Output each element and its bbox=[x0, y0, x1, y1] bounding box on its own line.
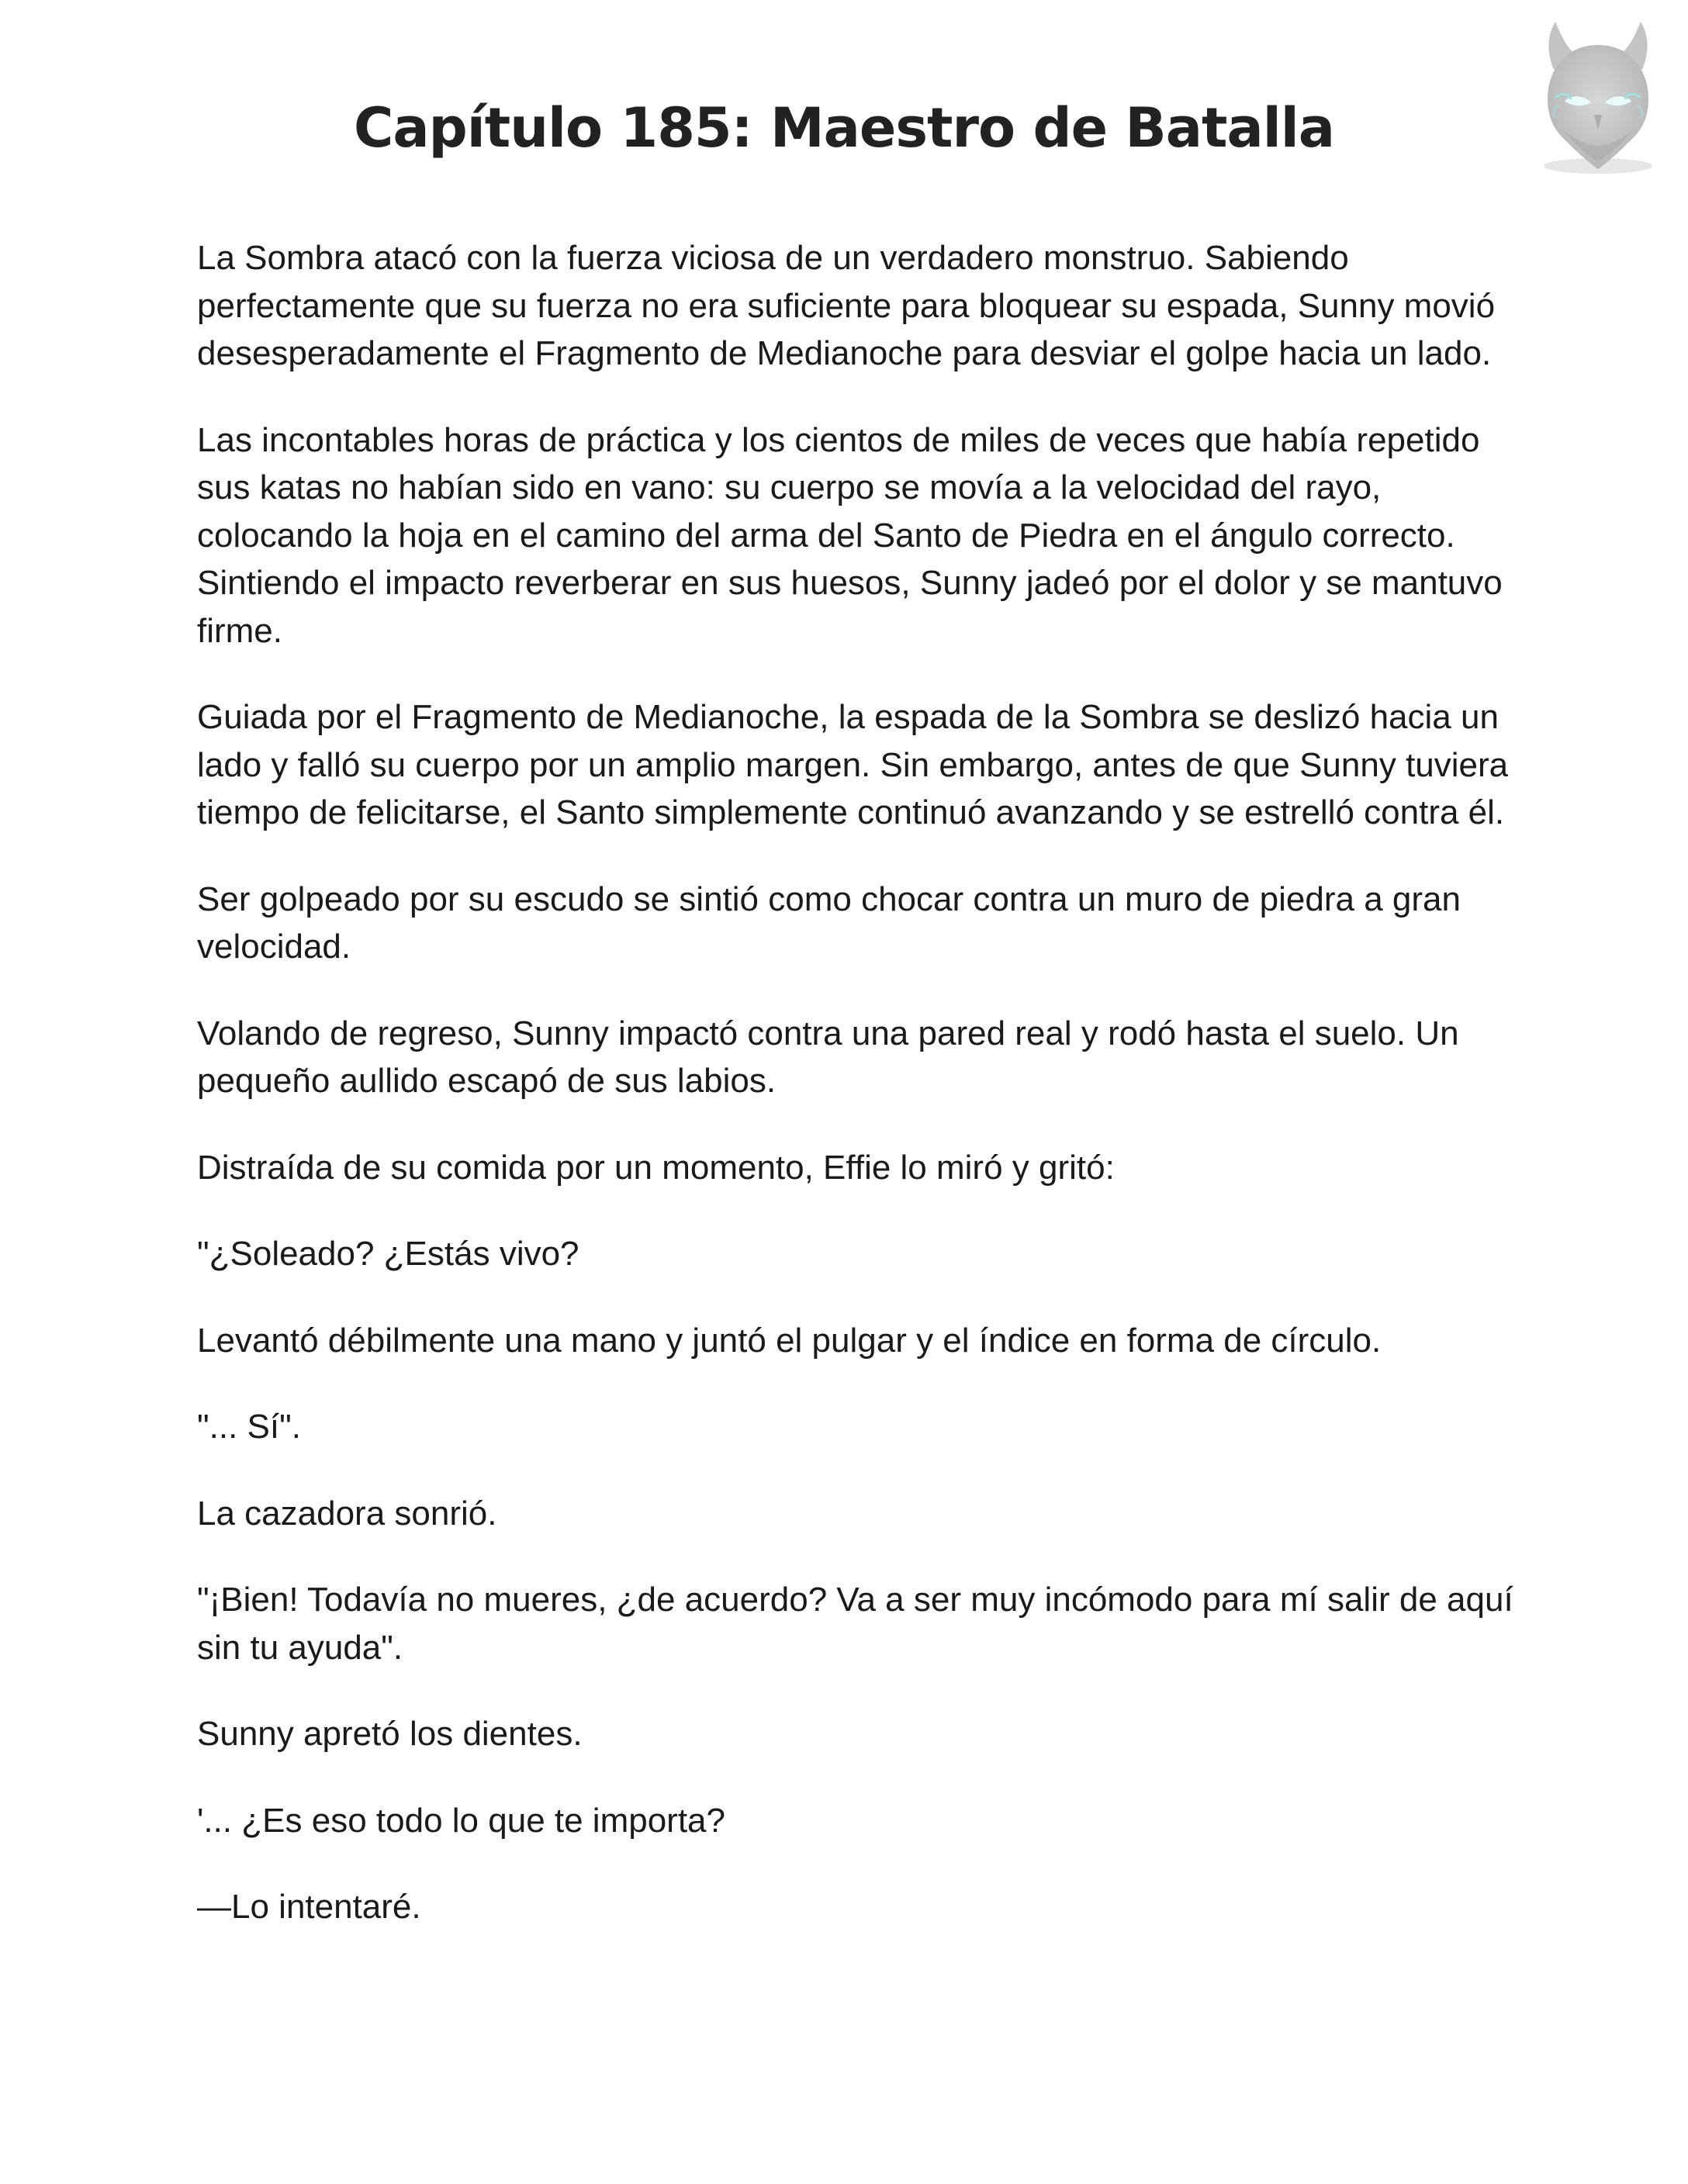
paragraph: Guiada por el Fragmento de Medianoche, la espada de la Sombra se deslizó hacia un lado y falló su cuerpo por un amplio margen. Sin embargo, antes de que Sunny tuviera tiempo de felicitarse, el Santo simplemente continuó avanzando y se estrelló contra él. bbox=[197, 698, 1509, 831]
paragraph: "¿Soleado? ¿Estás vivo? bbox=[197, 1235, 579, 1273]
paragraph: —Lo intentaré. bbox=[197, 1888, 421, 1926]
paragraph: Levantó débilmente una mano y juntó el pulgar y el índice en forma de círculo. bbox=[197, 1321, 1382, 1360]
chapter-body bbox=[197, 234, 1516, 1970]
paragraph: Sunny apretó los dientes. bbox=[197, 1715, 583, 1753]
chapter-title: Capítulo 185: Maestro de Batalla bbox=[354, 95, 1334, 160]
paragraph: "¡Bien! Todavía no mueres, ¿de acuerdo? Va a ser muy incómodo para mí salir de aquí sin tu ayuda". bbox=[197, 1581, 1513, 1667]
paragraph: '... ¿Es eso todo lo que te importa? bbox=[197, 1801, 725, 1840]
paragraph: Ser golpeado por su escudo se sintió como chocar contra un muro de piedra a gran velocidad. bbox=[197, 879, 1461, 966]
paragraph: "... Sí". bbox=[197, 1408, 301, 1446]
paragraph: La Sombra atacó con la fuerza viciosa de un verdadero monstruo. Sabiendo perfectamente que su fuerza no era suficiente para bloquear su espada, Sunny movió desesperadamente el Fragmento de Medianoche para desviar el golpe hacia un lado. bbox=[197, 239, 1496, 372]
paragraph: Volando de regreso, Sunny impactó contra una pared real y rodó hasta el suelo. Un pequeño aullido escapó de sus labios. bbox=[197, 1014, 1459, 1100]
paragraph: Distraída de su comida por un momento, Effie lo miró y gritó: bbox=[197, 1148, 1115, 1187]
paragraph: Las incontables horas de práctica y los cientos de miles de veces que había repetido sus katas no habían sido en vano: su cuerpo se movía a la velocidad del rayo, colocando la hoja en el camino del arma del Santo de Piedra en el ángulo correcto. Sintiendo el impacto reverberar en sus huesos, Sunny jadeó por el dolor y se mantuvo firme. bbox=[197, 420, 1503, 650]
paragraph: La cazadora sonrió. bbox=[197, 1494, 497, 1533]
demon-head-icon bbox=[1524, 14, 1672, 181]
